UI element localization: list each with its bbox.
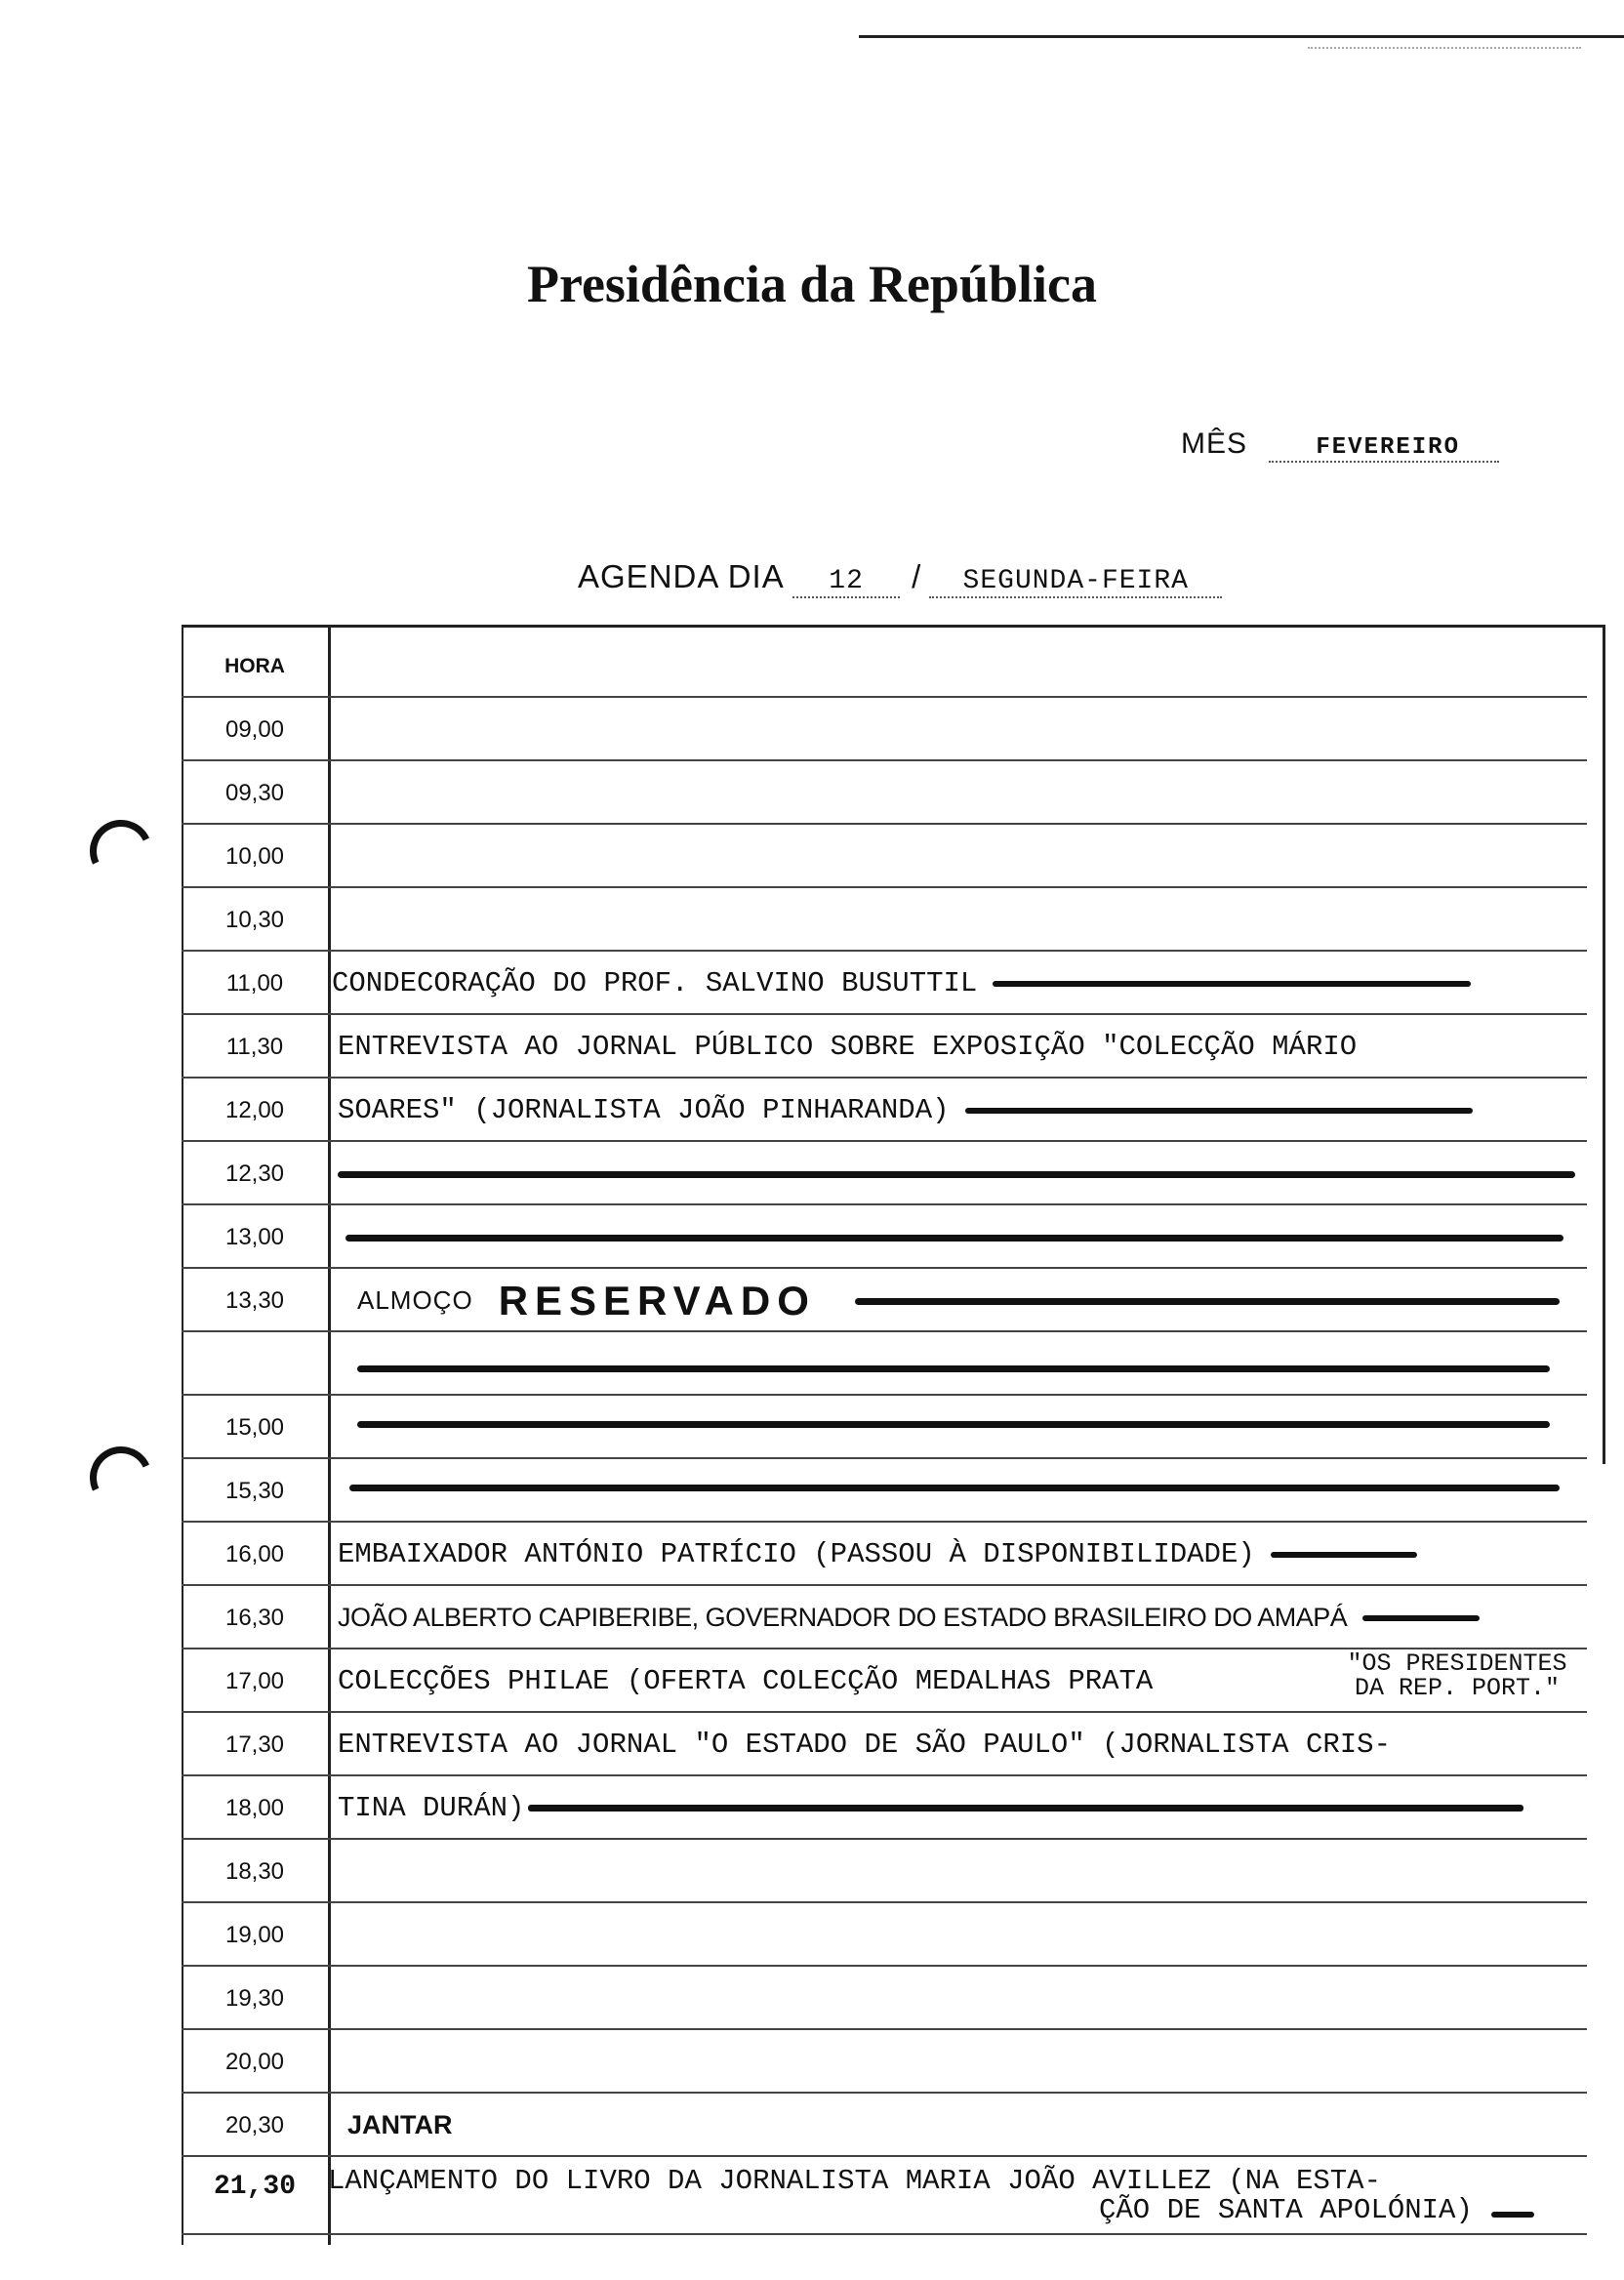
hour-cell: 09,00 <box>224 715 285 743</box>
table-row <box>182 1903 1603 1967</box>
hour-cell: 18,30 <box>224 1857 285 1885</box>
philae-note <box>1306 1651 1608 1700</box>
entry-philae: COLECÇÕES PHILAE (OFERTA COLECÇÃO MEDALHAS PRATA <box>338 1665 1154 1697</box>
table-top-border <box>182 625 1604 628</box>
entry-text <box>332 952 1471 1015</box>
entry-text <box>338 1079 1473 1142</box>
hour-cell: 16,30 <box>224 1604 285 1631</box>
hour-column-header: HORA <box>224 654 285 677</box>
punch-hole-mark-icon <box>81 811 161 891</box>
table-row <box>182 2094 1603 2157</box>
hour-cell: 13,00 <box>224 1223 285 1250</box>
entry-entrevista-publico: ENTREVISTA AO JORNAL PÚBLICO SOBRE EXPOSIÇÃO "COLECÇÃO MÁRIO <box>338 1031 1358 1063</box>
entry-lancamento-line2-wrap <box>328 2196 1534 2225</box>
hour-cell: 18,00 <box>224 1794 285 1821</box>
hour-cell: 17,30 <box>224 1730 285 1758</box>
weekday: SEGUNDA-FEIRA <box>929 566 1222 598</box>
entry-capiberibe: JOÃO ALBERTO CAPIBERIBE, GOVERNADOR DO ESTADO BRASILEIRO DO AMAPÁ <box>338 1603 1348 1632</box>
entry-lancamento <box>328 2167 1534 2225</box>
hour-cell: 21,30 <box>213 2171 296 2202</box>
table-row <box>182 1142 1603 1205</box>
table-row <box>182 888 1603 952</box>
strike-line <box>1491 2212 1534 2218</box>
hour-cell: 11,30 <box>225 1033 284 1060</box>
table-row <box>182 952 1603 1015</box>
strike-line <box>349 1485 1560 1491</box>
agenda-date <box>578 558 1222 598</box>
hour-cell: 20,00 <box>224 2048 285 2075</box>
entry-condecoracao: CONDECORAÇÃO DO PROF. SALVINO BUSUTTIL <box>332 967 978 999</box>
strike-line <box>965 1108 1473 1114</box>
strike-line <box>345 1235 1563 1242</box>
table-row <box>182 1586 1603 1649</box>
table-row <box>182 1459 1603 1523</box>
table-header-row <box>182 634 1603 698</box>
table-row <box>182 1649 1603 1713</box>
table-row <box>182 761 1603 825</box>
hour-cell: 19,30 <box>224 1984 285 2012</box>
table-row <box>182 1205 1603 1269</box>
table-row <box>182 825 1603 888</box>
month-value: FEVEREIRO <box>1269 434 1499 463</box>
punch-hole-mark-icon <box>81 1438 161 1518</box>
entry-entrevista-publico-cont: SOARES" (JORNALISTA JOÃO PINHARANDA) <box>338 1094 950 1126</box>
hour-cell: 13,30 <box>224 1286 285 1314</box>
philae-note-line1: "OS PRESIDENTES <box>1347 1649 1567 1678</box>
strike-line <box>855 1298 1560 1305</box>
jantar-entry: JANTAR <box>347 2110 453 2139</box>
hour-cell: 15,00 <box>224 1413 285 1441</box>
table-row <box>182 1269 1603 1332</box>
strike-line <box>338 1171 1575 1178</box>
month-field <box>1181 428 1499 463</box>
table-row <box>182 1015 1603 1079</box>
table-row <box>182 1713 1603 1776</box>
table-row <box>182 1332 1603 1396</box>
hour-cell <box>182 1332 328 1396</box>
hour-cell: 12,00 <box>224 1096 285 1123</box>
table-row <box>182 1776 1603 1840</box>
strike-line <box>357 1421 1550 1428</box>
date-separator: / <box>912 558 922 594</box>
strike-line <box>1271 1552 1417 1558</box>
reservado-label: RESERVADO <box>498 1277 816 1323</box>
entry-lancamento-line1: LANÇAMENTO DO LIVRO DA JORNALISTA MARIA JOÃO AVILLEZ (NA ESTA- <box>328 2165 1381 2197</box>
strike-line <box>1362 1615 1480 1621</box>
table-row <box>182 1523 1603 1586</box>
entry-entrevista-estado-cont: TINA DURÁN) <box>338 1792 525 1824</box>
hour-cell: 12,30 <box>224 1160 285 1187</box>
entry-text <box>338 1523 1417 1586</box>
table-row <box>182 1396 1603 1459</box>
entry-text <box>338 1776 1523 1840</box>
day-number: 12 <box>792 566 900 598</box>
entry-text <box>338 1586 1480 1649</box>
table-row <box>182 698 1603 761</box>
strike-line <box>993 981 1471 987</box>
entry-lancamento-line2: ÇÃO DE SANTA APOLÓNIA) <box>1099 2194 1473 2226</box>
table-row <box>182 1079 1603 1142</box>
hour-cell: 16,00 <box>224 1540 285 1568</box>
hour-cell: 11,00 <box>225 969 284 997</box>
hour-cell: 10,30 <box>224 906 285 933</box>
hour-cell: 10,00 <box>224 842 285 870</box>
table-row <box>182 1967 1603 2030</box>
top-dotted-rule <box>1308 47 1581 49</box>
hour-cell: 20,30 <box>224 2111 285 2138</box>
top-rule <box>859 35 1624 38</box>
almoco-entry <box>357 1269 816 1332</box>
philae-note-line2: DA REP. PORT." <box>1354 1674 1561 1702</box>
hour-cell: 09,30 <box>224 779 285 806</box>
page-title: Presidência da República <box>526 255 1098 313</box>
hour-cell: 19,00 <box>224 1921 285 1948</box>
row-rule <box>182 2233 1587 2235</box>
table-right-border <box>1603 625 1605 1464</box>
entry-entrevista-estado: ENTREVISTA AO JORNAL "O ESTADO DE SÃO PAULO" (JORNALISTA CRIS- <box>338 1729 1391 1761</box>
month-label: MÊS <box>1181 428 1248 460</box>
agenda-table <box>182 625 1606 2245</box>
entry-embaixador: EMBAIXADOR ANTÓNIO PATRÍCIO (PASSOU À DISPONIBILIDADE) <box>338 1538 1255 1570</box>
table-row <box>182 2157 1603 2235</box>
table-row <box>182 1840 1603 1903</box>
table-row <box>182 2030 1603 2094</box>
agenda-label: AGENDA DIA <box>578 558 783 594</box>
hour-cell: 17,00 <box>224 1667 285 1694</box>
hour-cell: 15,30 <box>224 1477 285 1504</box>
almoco-label: ALMOÇO <box>357 1285 473 1315</box>
strike-line <box>357 1365 1550 1372</box>
strike-line <box>528 1805 1523 1812</box>
